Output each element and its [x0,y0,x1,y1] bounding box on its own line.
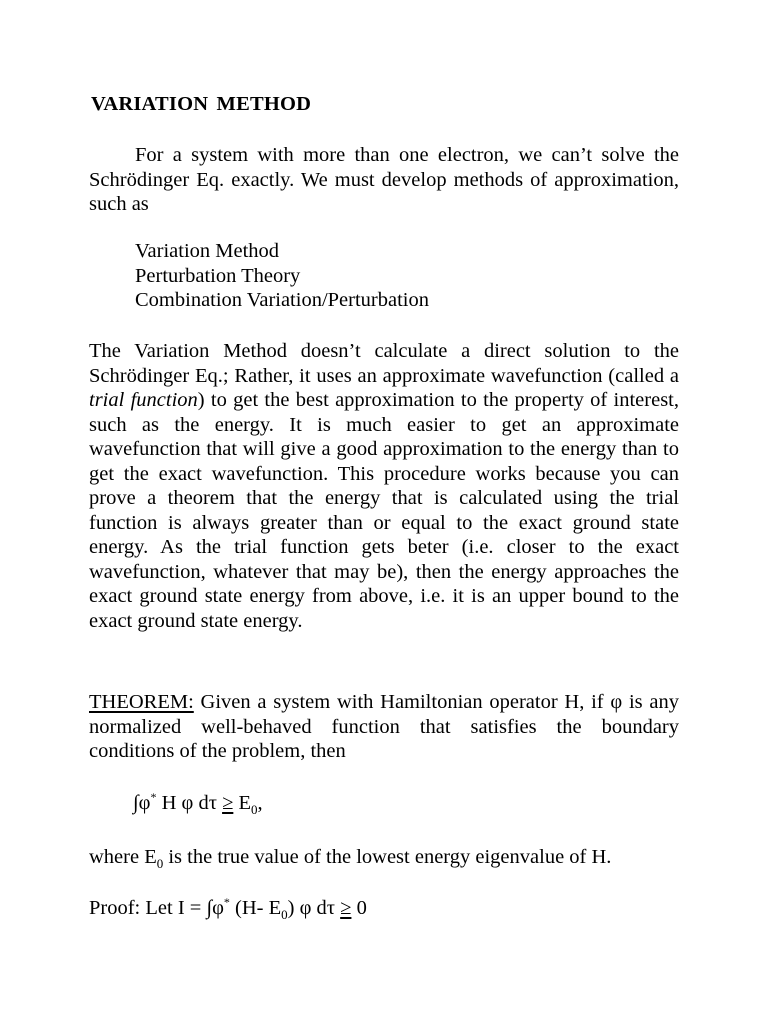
where-sub: 0 [156,856,164,871]
page-title: VARIATION METHOD [91,93,312,115]
proof-ge: ≥ [340,897,352,919]
eq-integral: ∫φ [133,792,151,814]
intro-text: For a system with more than one electron, we can’t solve the Schrödinger Eq. exactly. We must develop methods of approximation, such as [89,144,679,215]
list-item: Combination Variation/Perturbation [135,289,429,311]
intro-paragraph [89,143,679,217]
proof-sub: 0 [281,907,288,922]
eq-tail: , [257,792,263,814]
body-text-pre: The Variation Method doesn’t calculate a direct solution to the Schrödinger Eq.; Rather, it uses an approximate wavefunction (called a [89,340,679,387]
where-line [89,846,611,869]
eq-ge: ≥ [222,792,234,814]
eq-middle: H φ dτ [156,792,223,814]
theorem-paragraph [89,690,679,764]
where-post: is the true value of the lowest energy eigenvalue of H. [163,846,612,868]
body-paragraph [89,339,679,633]
where-pre: where E [89,846,157,868]
proof-mid: (H- E [229,897,282,919]
eq-e: E [233,792,251,814]
eq-sub: 0 [251,802,258,817]
eq-star: * [150,790,157,804]
theorem-text: Given a system with Hamiltonian operator H, if φ is any normalized well-behaved function that satisfies the boundary conditions of the problem, then [89,691,679,762]
methods-list [135,239,429,313]
proof-post: ) φ dτ [287,897,341,919]
inequality-equation [133,792,263,815]
proof-tail: 0 [351,897,367,919]
proof-pre: Proof: Let I = ∫φ [89,897,224,919]
proof-star: * [223,895,230,909]
list-item: Variation Method [135,240,280,262]
list-item: Perturbation Theory [135,264,301,287]
body-text-italic: trial function [89,389,198,411]
proof-line [89,897,367,920]
body-text-post: ) to get the best approximation to the property of interest, such as the energy. It is much easier to get an approximate wavefunction that will give a good approximation to the energy than to get the exact wavefunction. This procedure works because you can prove a theorem that the energy that is calculated using the trial function is always greater than or equal to the exact ground state energy. As the trial function gets beter (i.e. closer to the exact wavefunction, whatever that may be), then the energy approaches the exact ground state energy from above, i.e. it is an upper bound to the exact ground state energy. [89,389,679,632]
theorem-label: THEOREM: [89,691,194,713]
